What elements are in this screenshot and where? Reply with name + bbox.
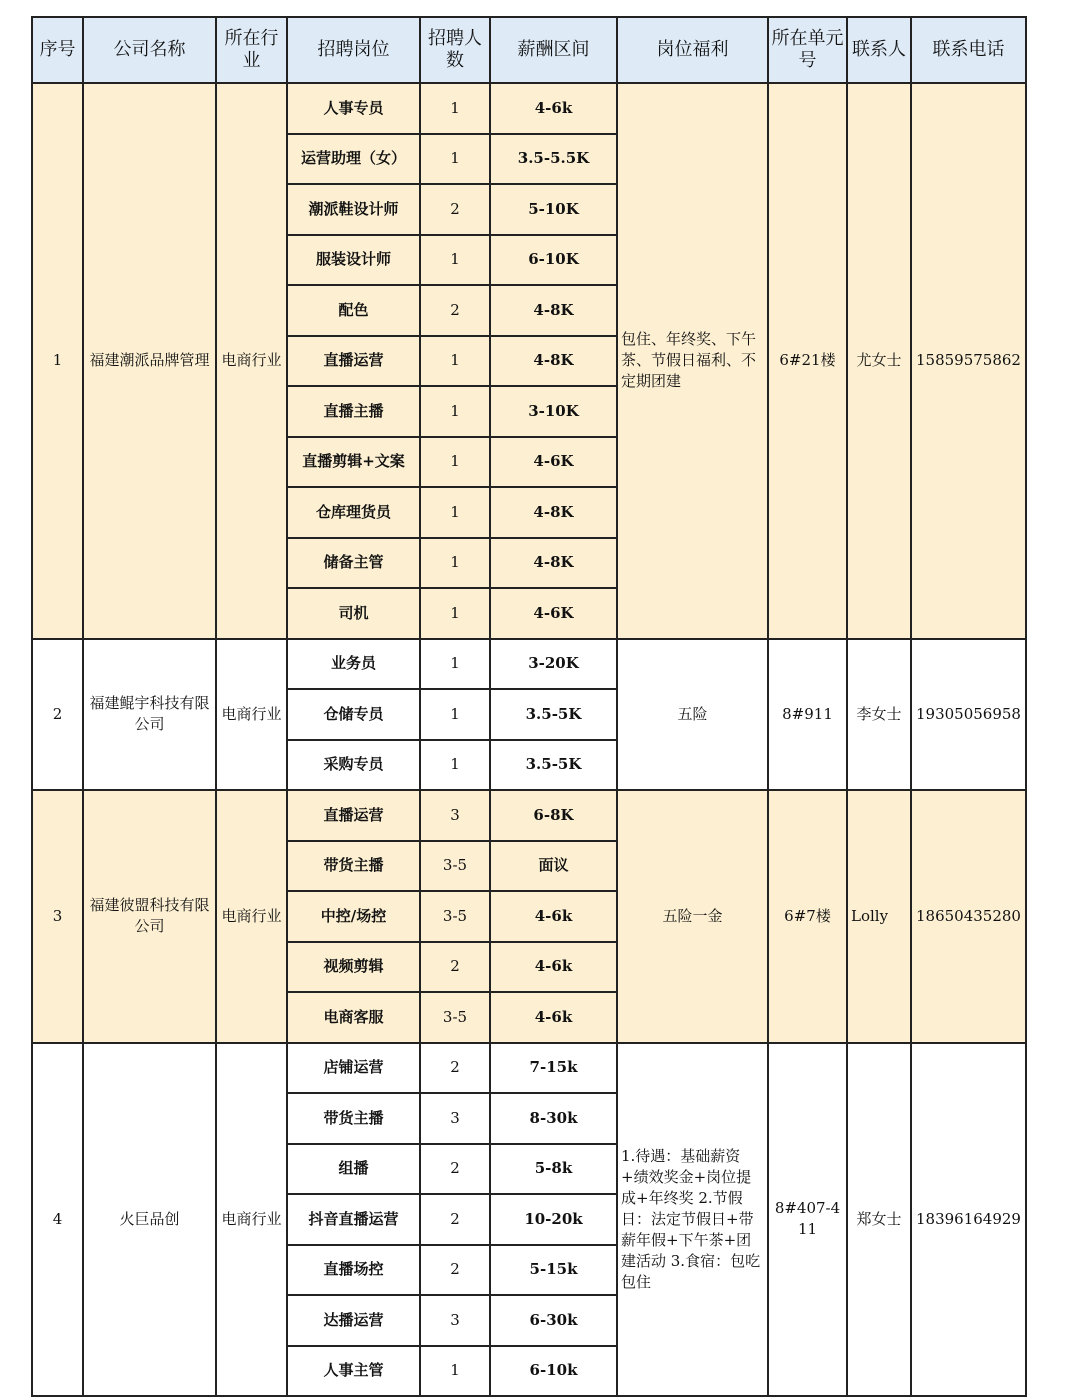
salary-range: 4-6k [490, 992, 617, 1043]
phone-number: 19305056958 [911, 639, 1026, 791]
header-position: 招聘岗位 [287, 17, 420, 83]
headcount: 2 [420, 285, 490, 336]
salary-range: 7-15k [490, 1043, 617, 1094]
job-title: 业务员 [287, 639, 420, 690]
headcount: 1 [420, 235, 490, 286]
salary-range: 5-10K [490, 184, 617, 235]
salary-range: 3.5-5K [490, 740, 617, 791]
phone-number: 18396164929 [911, 1043, 1026, 1397]
headcount: 2 [420, 1194, 490, 1245]
headcount: 2 [420, 1043, 490, 1094]
salary-range: 3.5-5K [490, 689, 617, 740]
table-body [32, 83, 1026, 1396]
headcount: 3-5 [420, 992, 490, 1043]
table-row [32, 639, 1026, 690]
headcount: 2 [420, 1245, 490, 1296]
headcount: 1 [420, 588, 490, 639]
job-title: 司机 [287, 588, 420, 639]
row-number: 4 [32, 1043, 83, 1397]
salary-range: 4-8K [490, 487, 617, 538]
job-title: 直播主播 [287, 386, 420, 437]
headcount: 3 [420, 790, 490, 841]
salary-range: 4-6k [490, 891, 617, 942]
job-title: 视频剪辑 [287, 942, 420, 993]
salary-range: 3.5-5.5K [490, 134, 617, 185]
header-count: 招聘人数 [420, 17, 490, 83]
salary-range: 10-20k [490, 1194, 617, 1245]
industry: 电商行业 [216, 83, 287, 639]
headcount: 1 [420, 487, 490, 538]
headcount: 1 [420, 83, 490, 134]
salary-range: 4-6k [490, 83, 617, 134]
header-industry: 所在行业 [216, 17, 287, 83]
headcount: 1 [420, 437, 490, 488]
contact-person: 李女士 [847, 639, 911, 791]
industry: 电商行业 [216, 1043, 287, 1397]
row-number: 3 [32, 790, 83, 1043]
job-title: 电商客服 [287, 992, 420, 1043]
job-title: 达播运营 [287, 1295, 420, 1346]
header-phone: 联系电话 [911, 17, 1026, 83]
header-benefits: 岗位福利 [617, 17, 768, 83]
header-company: 公司名称 [83, 17, 216, 83]
salary-range: 6-10k [490, 1346, 617, 1397]
salary-range: 面议 [490, 841, 617, 892]
company-name: 火巨品创 [83, 1043, 216, 1397]
headcount: 3-5 [420, 841, 490, 892]
job-title: 仓库理货员 [287, 487, 420, 538]
salary-range: 5-15k [490, 1245, 617, 1296]
table-row [32, 1043, 1026, 1094]
headcount: 3-5 [420, 891, 490, 942]
headcount: 1 [420, 134, 490, 185]
row-number: 2 [32, 639, 83, 791]
job-title: 直播场控 [287, 1245, 420, 1296]
job-title: 直播剪辑+文案 [287, 437, 420, 488]
company-name: 福建鲲宇科技有限公司 [83, 639, 216, 791]
company-name: 福建潮派品牌管理 [83, 83, 216, 639]
salary-range: 4-8K [490, 336, 617, 387]
header-unit: 所在单元号 [768, 17, 847, 83]
salary-range: 3-10K [490, 386, 617, 437]
benefits: 包住、年终奖、下午茶、节假日福利、不定期团建 [617, 83, 768, 639]
salary-range: 4-8K [490, 285, 617, 336]
header-row [32, 17, 1026, 83]
job-title: 潮派鞋设计师 [287, 184, 420, 235]
headcount: 1 [420, 1346, 490, 1397]
table-row [32, 83, 1026, 134]
headcount: 2 [420, 184, 490, 235]
headcount: 1 [420, 689, 490, 740]
header-no: 序号 [32, 17, 83, 83]
unit-number: 6#7楼 [768, 790, 847, 1043]
headcount: 1 [420, 386, 490, 437]
benefits: 五险一金 [617, 790, 768, 1043]
job-title: 采购专员 [287, 740, 420, 791]
job-listing-table [31, 16, 1027, 1397]
unit-number: 8#911 [768, 639, 847, 791]
job-title: 带货主播 [287, 841, 420, 892]
job-title: 中控/场控 [287, 891, 420, 942]
job-title: 服装设计师 [287, 235, 420, 286]
job-title: 运营助理（女） [287, 134, 420, 185]
headcount: 2 [420, 942, 490, 993]
unit-number: 6#21楼 [768, 83, 847, 639]
salary-range: 6-30k [490, 1295, 617, 1346]
contact-person: 尤女士 [847, 83, 911, 639]
job-title: 直播运营 [287, 336, 420, 387]
unit-number: 8#407-411 [768, 1043, 847, 1397]
salary-range: 6-10K [490, 235, 617, 286]
benefits: 1.待遇：基础薪资+绩效奖金+岗位提成+年终奖 2.节假日：法定节假日+带薪年假+下午茶+团建活动 3.食宿：包吃包住 [617, 1043, 768, 1397]
job-title: 组播 [287, 1144, 420, 1195]
salary-range: 3-20K [490, 639, 617, 690]
phone-number: 18650435280 [911, 790, 1026, 1043]
salary-range: 4-6K [490, 437, 617, 488]
job-title: 直播运营 [287, 790, 420, 841]
company-name: 福建彼盟科技有限公司 [83, 790, 216, 1043]
salary-range: 4-6k [490, 942, 617, 993]
job-title: 人事主管 [287, 1346, 420, 1397]
job-title: 抖音直播运营 [287, 1194, 420, 1245]
headcount: 1 [420, 740, 490, 791]
headcount: 2 [420, 1144, 490, 1195]
salary-range: 5-8k [490, 1144, 617, 1195]
header-salary: 薪酬区间 [490, 17, 617, 83]
contact-person: Lolly [847, 790, 911, 1043]
job-title: 配色 [287, 285, 420, 336]
header-contact: 联系人 [847, 17, 911, 83]
industry: 电商行业 [216, 639, 287, 791]
job-title: 仓储专员 [287, 689, 420, 740]
headcount: 1 [420, 336, 490, 387]
salary-range: 8-30k [490, 1093, 617, 1144]
headcount: 1 [420, 639, 490, 690]
industry: 电商行业 [216, 790, 287, 1043]
table-row [32, 790, 1026, 841]
salary-range: 4-8K [490, 538, 617, 589]
salary-range: 6-8K [490, 790, 617, 841]
headcount: 1 [420, 538, 490, 589]
row-number: 1 [32, 83, 83, 639]
job-title: 店铺运营 [287, 1043, 420, 1094]
job-title: 带货主播 [287, 1093, 420, 1144]
benefits: 五险 [617, 639, 768, 791]
phone-number: 15859575862 [911, 83, 1026, 639]
headcount: 3 [420, 1093, 490, 1144]
job-title: 储备主管 [287, 538, 420, 589]
headcount: 3 [420, 1295, 490, 1346]
job-title: 人事专员 [287, 83, 420, 134]
contact-person: 郑女士 [847, 1043, 911, 1397]
salary-range: 4-6K [490, 588, 617, 639]
